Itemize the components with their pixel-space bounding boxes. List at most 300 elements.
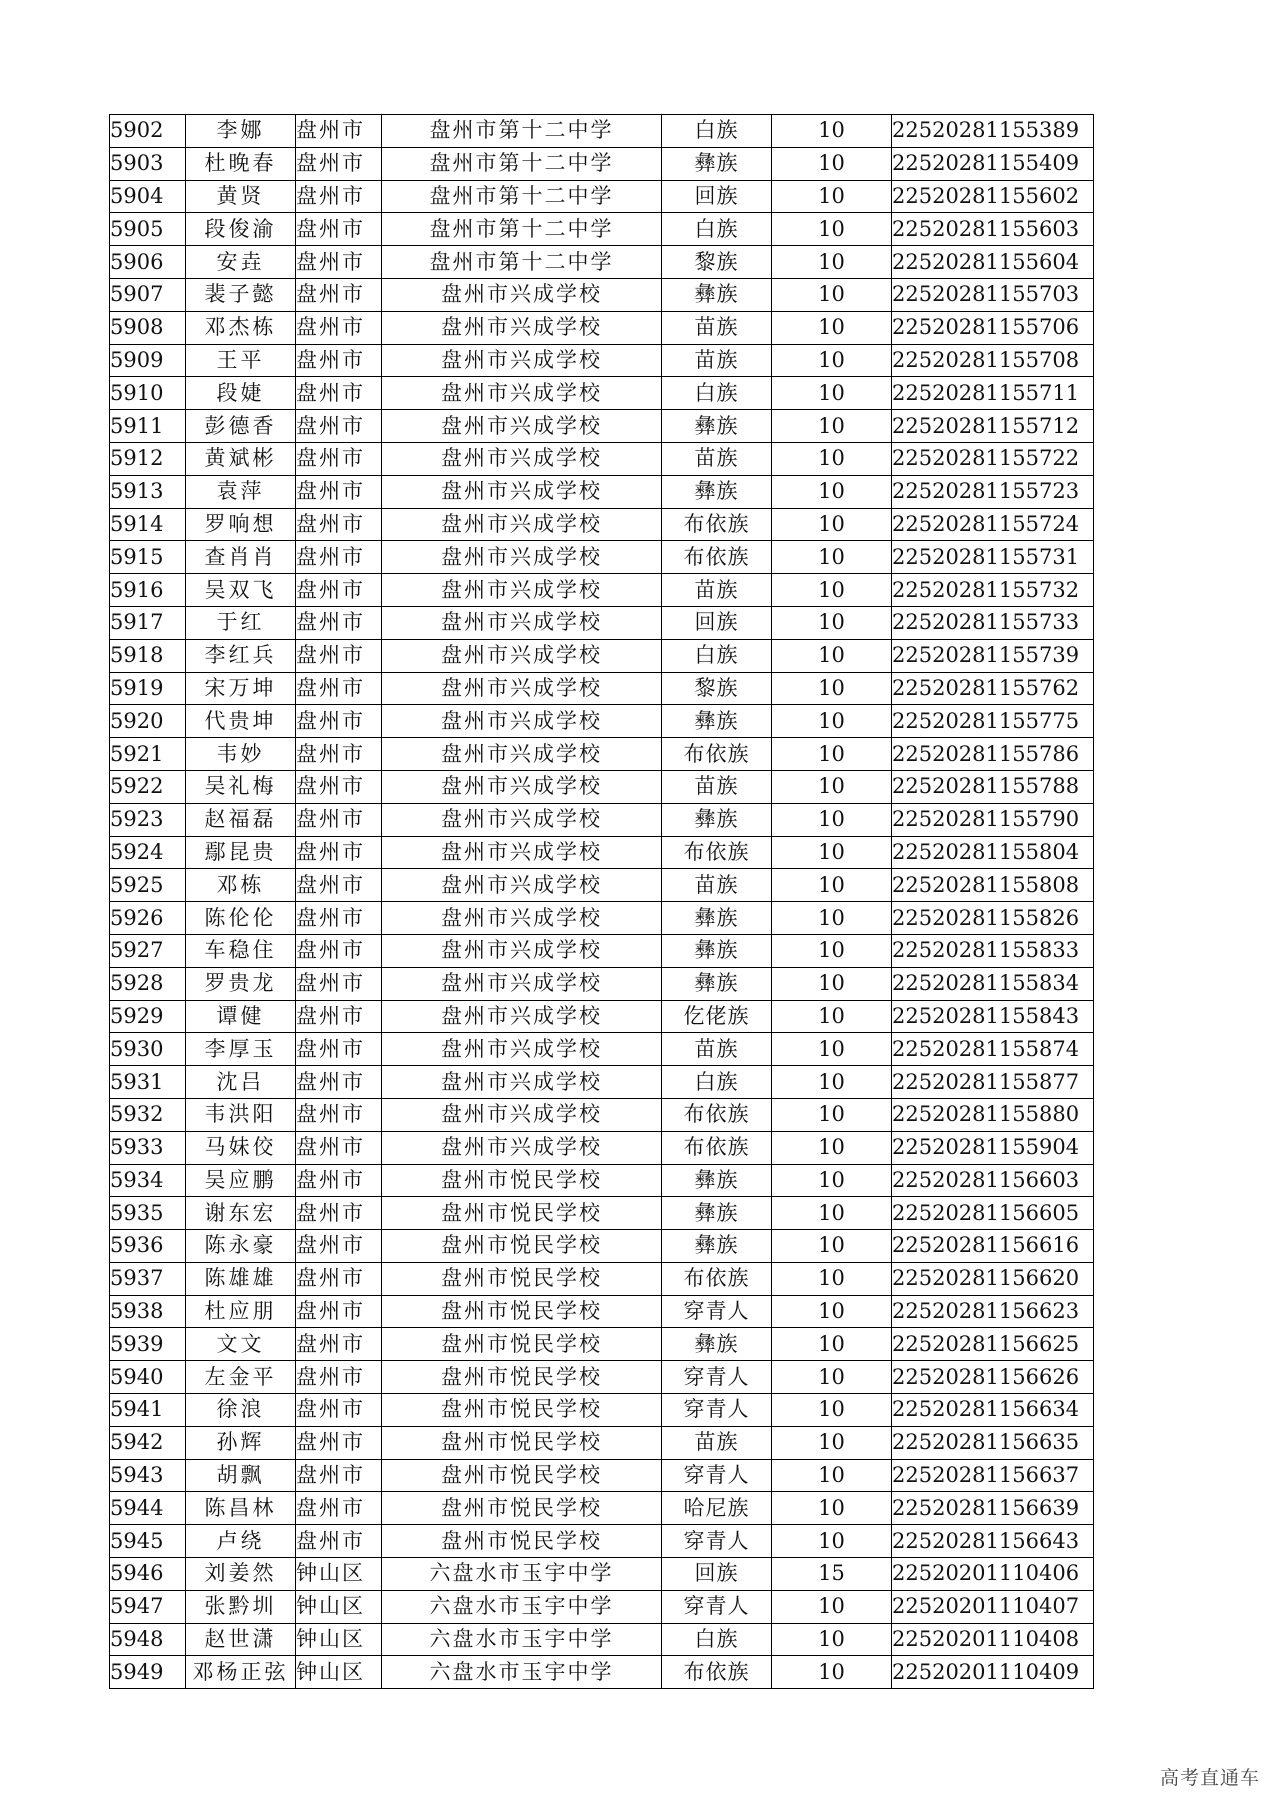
- school-name-cell: 盘州市第十二中学: [382, 115, 662, 148]
- school-name-cell: 盘州市兴成学校: [382, 311, 662, 344]
- ethnicity-cell: 彝族: [662, 410, 772, 443]
- bonus-points-cell: 10: [772, 967, 892, 1000]
- ethnicity-cell: 白族: [662, 115, 772, 148]
- student-name-cell: 陈昌林: [186, 1492, 296, 1525]
- ethnicity-cell: 白族: [662, 1066, 772, 1099]
- exam-id-cell: 22520281155788: [892, 770, 1094, 803]
- student-name-cell: 赵世潇: [186, 1623, 296, 1656]
- ethnicity-cell: 布依族: [662, 541, 772, 574]
- bonus-points-cell: 10: [772, 1656, 892, 1689]
- row-number-cell: 5907: [110, 278, 186, 311]
- table-row: [110, 836, 1094, 869]
- student-name-cell: 沈吕: [186, 1066, 296, 1099]
- table-row: [110, 115, 1094, 148]
- exam-id-cell: 22520281155706: [892, 311, 1094, 344]
- region-cell: 盘州市: [296, 475, 382, 508]
- bonus-points-cell: 10: [772, 1098, 892, 1131]
- ethnicity-cell: 布依族: [662, 836, 772, 869]
- exam-id-cell: 22520281155724: [892, 508, 1094, 541]
- bonus-points-cell: 10: [772, 738, 892, 771]
- table-row: [110, 803, 1094, 836]
- school-name-cell: 六盘水市玉宇中学: [382, 1558, 662, 1591]
- region-cell: 盘州市: [296, 1394, 382, 1427]
- student-name-cell: 车稳住: [186, 934, 296, 967]
- table-row: [110, 1459, 1094, 1492]
- student-roster-table: [109, 114, 1094, 1689]
- region-cell: 盘州市: [296, 508, 382, 541]
- ethnicity-cell: 穿青人: [662, 1590, 772, 1623]
- region-cell: 盘州市: [296, 1328, 382, 1361]
- ethnicity-cell: 回族: [662, 1558, 772, 1591]
- exam-id-cell: 22520281156603: [892, 1164, 1094, 1197]
- school-name-cell: 盘州市悦民学校: [382, 1262, 662, 1295]
- ethnicity-cell: 穿青人: [662, 1361, 772, 1394]
- ethnicity-cell: 仡佬族: [662, 1000, 772, 1033]
- row-number-cell: 5935: [110, 1197, 186, 1230]
- row-number-cell: 5942: [110, 1426, 186, 1459]
- bonus-points-cell: 10: [772, 803, 892, 836]
- row-number-cell: 5925: [110, 869, 186, 902]
- table-row: [110, 278, 1094, 311]
- school-name-cell: 盘州市兴成学校: [382, 574, 662, 607]
- region-cell: 盘州市: [296, 1131, 382, 1164]
- row-number-cell: 5913: [110, 475, 186, 508]
- ethnicity-cell: 苗族: [662, 1426, 772, 1459]
- exam-id-cell: 22520201110409: [892, 1656, 1094, 1689]
- school-name-cell: 盘州市第十二中学: [382, 147, 662, 180]
- watermark-text: 高考直通车: [1159, 1767, 1260, 1789]
- exam-id-cell: 22520281155732: [892, 574, 1094, 607]
- school-name-cell: 盘州市兴成学校: [382, 344, 662, 377]
- school-name-cell: 盘州市兴成学校: [382, 541, 662, 574]
- bonus-points-cell: 10: [772, 1066, 892, 1099]
- student-name-cell: 裴子懿: [186, 278, 296, 311]
- student-name-cell: 李厚玉: [186, 1033, 296, 1066]
- school-name-cell: 盘州市悦民学校: [382, 1394, 662, 1427]
- row-number-cell: 5902: [110, 115, 186, 148]
- row-number-cell: 5919: [110, 672, 186, 705]
- student-name-cell: 卢绕: [186, 1525, 296, 1558]
- school-name-cell: 盘州市第十二中学: [382, 180, 662, 213]
- bonus-points-cell: 10: [772, 705, 892, 738]
- exam-id-cell: 22520281156635: [892, 1426, 1094, 1459]
- student-name-cell: 宋万坤: [186, 672, 296, 705]
- table-row: [110, 377, 1094, 410]
- exam-id-cell: 22520281155603: [892, 213, 1094, 246]
- region-cell: 盘州市: [296, 1426, 382, 1459]
- bonus-points-cell: 10: [772, 1131, 892, 1164]
- bonus-points-cell: 10: [772, 115, 892, 148]
- table-row: [110, 1197, 1094, 1230]
- exam-id-cell: 22520281156620: [892, 1262, 1094, 1295]
- exam-id-cell: 22520281156626: [892, 1361, 1094, 1394]
- exam-id-cell: 22520201110406: [892, 1558, 1094, 1591]
- table-row: [110, 1131, 1094, 1164]
- bonus-points-cell: 10: [772, 1164, 892, 1197]
- bonus-points-cell: 10: [772, 869, 892, 902]
- student-name-cell: 胡飘: [186, 1459, 296, 1492]
- ethnicity-cell: 白族: [662, 213, 772, 246]
- exam-id-cell: 22520281156634: [892, 1394, 1094, 1427]
- table-row: [110, 934, 1094, 967]
- region-cell: 盘州市: [296, 147, 382, 180]
- table-row: [110, 1590, 1094, 1623]
- region-cell: 盘州市: [296, 836, 382, 869]
- exam-id-cell: 22520281155877: [892, 1066, 1094, 1099]
- region-cell: 盘州市: [296, 738, 382, 771]
- student-name-cell: 赵福磊: [186, 803, 296, 836]
- table-row: [110, 311, 1094, 344]
- region-cell: 盘州市: [296, 672, 382, 705]
- bonus-points-cell: 10: [772, 1492, 892, 1525]
- table-row: [110, 1098, 1094, 1131]
- table-row: [110, 508, 1094, 541]
- ethnicity-cell: 回族: [662, 606, 772, 639]
- region-cell: 钟山区: [296, 1656, 382, 1689]
- school-name-cell: 盘州市兴成学校: [382, 967, 662, 1000]
- ethnicity-cell: 布依族: [662, 1656, 772, 1689]
- row-number-cell: 5933: [110, 1131, 186, 1164]
- ethnicity-cell: 苗族: [662, 311, 772, 344]
- ethnicity-cell: 回族: [662, 180, 772, 213]
- row-number-cell: 5930: [110, 1033, 186, 1066]
- school-name-cell: 盘州市悦民学校: [382, 1361, 662, 1394]
- table-row: [110, 1033, 1094, 1066]
- table-row: [110, 738, 1094, 771]
- school-name-cell: 盘州市兴成学校: [382, 1098, 662, 1131]
- student-name-cell: 陈伦伦: [186, 902, 296, 935]
- bonus-points-cell: 10: [772, 508, 892, 541]
- ethnicity-cell: 彝族: [662, 1164, 772, 1197]
- student-name-cell: 袁萍: [186, 475, 296, 508]
- school-name-cell: 盘州市兴成学校: [382, 1066, 662, 1099]
- table-row: [110, 442, 1094, 475]
- exam-id-cell: 22520281155708: [892, 344, 1094, 377]
- region-cell: 盘州市: [296, 377, 382, 410]
- student-name-cell: 邓栋: [186, 869, 296, 902]
- school-name-cell: 盘州市兴成学校: [382, 377, 662, 410]
- table-row: [110, 967, 1094, 1000]
- row-number-cell: 5910: [110, 377, 186, 410]
- student-name-cell: 孙辉: [186, 1426, 296, 1459]
- exam-id-cell: 22520281155904: [892, 1131, 1094, 1164]
- table-row: [110, 606, 1094, 639]
- row-number-cell: 5941: [110, 1394, 186, 1427]
- ethnicity-cell: 穿青人: [662, 1394, 772, 1427]
- ethnicity-cell: 苗族: [662, 770, 772, 803]
- table-row: [110, 574, 1094, 607]
- student-name-cell: 王平: [186, 344, 296, 377]
- exam-id-cell: 22520281155389: [892, 115, 1094, 148]
- region-cell: 盘州市: [296, 115, 382, 148]
- region-cell: 盘州市: [296, 639, 382, 672]
- school-name-cell: 盘州市兴成学校: [382, 475, 662, 508]
- bonus-points-cell: 10: [772, 410, 892, 443]
- table-row: [110, 1361, 1094, 1394]
- bonus-points-cell: 10: [772, 344, 892, 377]
- school-name-cell: 盘州市兴成学校: [382, 803, 662, 836]
- bonus-points-cell: 10: [772, 606, 892, 639]
- student-name-cell: 刘姜然: [186, 1558, 296, 1591]
- student-name-cell: 邓杰栋: [186, 311, 296, 344]
- student-name-cell: 鄢昆贵: [186, 836, 296, 869]
- school-name-cell: 六盘水市玉宇中学: [382, 1590, 662, 1623]
- table-row: [110, 1000, 1094, 1033]
- region-cell: 盘州市: [296, 442, 382, 475]
- exam-id-cell: 22520281155711: [892, 377, 1094, 410]
- student-name-cell: 邓杨正弦: [186, 1656, 296, 1689]
- table-row: [110, 869, 1094, 902]
- student-name-cell: 谢东宏: [186, 1197, 296, 1230]
- ethnicity-cell: 穿青人: [662, 1525, 772, 1558]
- table-row: [110, 475, 1094, 508]
- ethnicity-cell: 布依族: [662, 1098, 772, 1131]
- ethnicity-cell: 彝族: [662, 1328, 772, 1361]
- exam-id-cell: 22520281156616: [892, 1230, 1094, 1263]
- exam-id-cell: 22520281155880: [892, 1098, 1094, 1131]
- bonus-points-cell: 10: [772, 574, 892, 607]
- row-number-cell: 5937: [110, 1262, 186, 1295]
- school-name-cell: 盘州市兴成学校: [382, 705, 662, 738]
- school-name-cell: 盘州市悦民学校: [382, 1525, 662, 1558]
- ethnicity-cell: 黎族: [662, 246, 772, 279]
- exam-id-cell: 22520281155723: [892, 475, 1094, 508]
- school-name-cell: 盘州市悦民学校: [382, 1164, 662, 1197]
- student-name-cell: 吴应鹏: [186, 1164, 296, 1197]
- row-number-cell: 5929: [110, 1000, 186, 1033]
- ethnicity-cell: 布依族: [662, 508, 772, 541]
- region-cell: 盘州市: [296, 770, 382, 803]
- ethnicity-cell: 彝族: [662, 803, 772, 836]
- bonus-points-cell: 10: [772, 311, 892, 344]
- region-cell: 盘州市: [296, 1164, 382, 1197]
- bonus-points-cell: 10: [772, 475, 892, 508]
- row-number-cell: 5928: [110, 967, 186, 1000]
- ethnicity-cell: 彝族: [662, 1230, 772, 1263]
- school-name-cell: 盘州市兴成学校: [382, 606, 662, 639]
- school-name-cell: 盘州市兴成学校: [382, 508, 662, 541]
- school-name-cell: 盘州市兴成学校: [382, 1131, 662, 1164]
- bonus-points-cell: 10: [772, 1197, 892, 1230]
- row-number-cell: 5911: [110, 410, 186, 443]
- ethnicity-cell: 彝族: [662, 278, 772, 311]
- table-row: [110, 770, 1094, 803]
- ethnicity-cell: 黎族: [662, 672, 772, 705]
- region-cell: 盘州市: [296, 1066, 382, 1099]
- student-name-cell: 段婕: [186, 377, 296, 410]
- bonus-points-cell: 10: [772, 902, 892, 935]
- school-name-cell: 六盘水市玉宇中学: [382, 1623, 662, 1656]
- row-number-cell: 5926: [110, 902, 186, 935]
- table-row: [110, 1262, 1094, 1295]
- bonus-points-cell: 10: [772, 1033, 892, 1066]
- region-cell: 盘州市: [296, 967, 382, 1000]
- school-name-cell: 盘州市兴成学校: [382, 639, 662, 672]
- exam-id-cell: 22520281155843: [892, 1000, 1094, 1033]
- bonus-points-cell: 10: [772, 672, 892, 705]
- student-name-cell: 谭健: [186, 1000, 296, 1033]
- row-number-cell: 5949: [110, 1656, 186, 1689]
- row-number-cell: 5939: [110, 1328, 186, 1361]
- row-number-cell: 5934: [110, 1164, 186, 1197]
- ethnicity-cell: 哈尼族: [662, 1492, 772, 1525]
- region-cell: 盘州市: [296, 803, 382, 836]
- bonus-points-cell: 10: [772, 1295, 892, 1328]
- student-name-cell: 吴双飞: [186, 574, 296, 607]
- exam-id-cell: 22520281155808: [892, 869, 1094, 902]
- region-cell: 盘州市: [296, 344, 382, 377]
- student-name-cell: 查肖肖: [186, 541, 296, 574]
- region-cell: 盘州市: [296, 1361, 382, 1394]
- student-name-cell: 徐浪: [186, 1394, 296, 1427]
- bonus-points-cell: 10: [772, 1230, 892, 1263]
- student-name-cell: 罗贵龙: [186, 967, 296, 1000]
- student-name-cell: 李红兵: [186, 639, 296, 672]
- region-cell: 盘州市: [296, 705, 382, 738]
- school-name-cell: 盘州市悦民学校: [382, 1492, 662, 1525]
- row-number-cell: 5936: [110, 1230, 186, 1263]
- bonus-points-cell: 10: [772, 442, 892, 475]
- table-row: [110, 1328, 1094, 1361]
- exam-id-cell: 22520281156623: [892, 1295, 1094, 1328]
- school-name-cell: 盘州市兴成学校: [382, 934, 662, 967]
- school-name-cell: 盘州市兴成学校: [382, 738, 662, 771]
- student-name-cell: 安垚: [186, 246, 296, 279]
- exam-id-cell: 22520281155604: [892, 246, 1094, 279]
- row-number-cell: 5944: [110, 1492, 186, 1525]
- ethnicity-cell: 彝族: [662, 967, 772, 1000]
- exam-id-cell: 22520281155409: [892, 147, 1094, 180]
- region-cell: 盘州市: [296, 213, 382, 246]
- school-name-cell: 盘州市悦民学校: [382, 1459, 662, 1492]
- row-number-cell: 5920: [110, 705, 186, 738]
- row-number-cell: 5918: [110, 639, 186, 672]
- row-number-cell: 5912: [110, 442, 186, 475]
- region-cell: 盘州市: [296, 278, 382, 311]
- table-row: [110, 410, 1094, 443]
- student-name-cell: 段俊渝: [186, 213, 296, 246]
- bonus-points-cell: 10: [772, 1361, 892, 1394]
- student-name-cell: 陈永豪: [186, 1230, 296, 1263]
- school-name-cell: 盘州市兴成学校: [382, 770, 662, 803]
- region-cell: 盘州市: [296, 1197, 382, 1230]
- bonus-points-cell: 10: [772, 1525, 892, 1558]
- bonus-points-cell: 10: [772, 1426, 892, 1459]
- ethnicity-cell: 苗族: [662, 1033, 772, 1066]
- row-number-cell: 5909: [110, 344, 186, 377]
- row-number-cell: 5906: [110, 246, 186, 279]
- student-name-cell: 彭德香: [186, 410, 296, 443]
- exam-id-cell: 22520281155712: [892, 410, 1094, 443]
- school-name-cell: 盘州市兴成学校: [382, 278, 662, 311]
- exam-id-cell: 22520201110407: [892, 1590, 1094, 1623]
- school-name-cell: 盘州市第十二中学: [382, 213, 662, 246]
- region-cell: 盘州市: [296, 1262, 382, 1295]
- exam-id-cell: 22520281156643: [892, 1525, 1094, 1558]
- region-cell: 盘州市: [296, 1459, 382, 1492]
- region-cell: 盘州市: [296, 869, 382, 902]
- student-name-cell: 马妹佼: [186, 1131, 296, 1164]
- exam-id-cell: 22520281155733: [892, 606, 1094, 639]
- bonus-points-cell: 10: [772, 836, 892, 869]
- school-name-cell: 盘州市悦民学校: [382, 1230, 662, 1263]
- ethnicity-cell: 彝族: [662, 934, 772, 967]
- exam-id-cell: 22520281155722: [892, 442, 1094, 475]
- row-number-cell: 5903: [110, 147, 186, 180]
- exam-id-cell: 22520281156639: [892, 1492, 1094, 1525]
- table-row: [110, 541, 1094, 574]
- table-row: [110, 213, 1094, 246]
- school-name-cell: 盘州市兴成学校: [382, 1033, 662, 1066]
- row-number-cell: 5916: [110, 574, 186, 607]
- ethnicity-cell: 苗族: [662, 869, 772, 902]
- table-row: [110, 1492, 1094, 1525]
- bonus-points-cell: 15: [772, 1558, 892, 1591]
- school-name-cell: 盘州市兴成学校: [382, 442, 662, 475]
- student-name-cell: 杜应朋: [186, 1295, 296, 1328]
- bonus-points-cell: 10: [772, 934, 892, 967]
- student-name-cell: 李娜: [186, 115, 296, 148]
- row-number-cell: 5908: [110, 311, 186, 344]
- ethnicity-cell: 布依族: [662, 1262, 772, 1295]
- region-cell: 盘州市: [296, 606, 382, 639]
- school-name-cell: 盘州市兴成学校: [382, 869, 662, 902]
- row-number-cell: 5932: [110, 1098, 186, 1131]
- student-name-cell: 韦妙: [186, 738, 296, 771]
- row-number-cell: 5927: [110, 934, 186, 967]
- school-name-cell: 盘州市悦民学校: [382, 1328, 662, 1361]
- student-name-cell: 韦洪阳: [186, 1098, 296, 1131]
- ethnicity-cell: 穿青人: [662, 1295, 772, 1328]
- exam-id-cell: 22520281156605: [892, 1197, 1094, 1230]
- bonus-points-cell: 10: [772, 213, 892, 246]
- student-name-cell: 杜晚春: [186, 147, 296, 180]
- region-cell: 盘州市: [296, 1525, 382, 1558]
- bonus-points-cell: 10: [772, 770, 892, 803]
- school-name-cell: 盘州市兴成学校: [382, 836, 662, 869]
- ethnicity-cell: 白族: [662, 377, 772, 410]
- ethnicity-cell: 布依族: [662, 1131, 772, 1164]
- region-cell: 盘州市: [296, 246, 382, 279]
- school-name-cell: 盘州市兴成学校: [382, 902, 662, 935]
- bonus-points-cell: 10: [772, 1328, 892, 1361]
- table-row: [110, 147, 1094, 180]
- exam-id-cell: 22520281155790: [892, 803, 1094, 836]
- student-name-cell: 张黔圳: [186, 1590, 296, 1623]
- region-cell: 钟山区: [296, 1558, 382, 1591]
- bonus-points-cell: 10: [772, 377, 892, 410]
- row-number-cell: 5914: [110, 508, 186, 541]
- table-row: [110, 1426, 1094, 1459]
- ethnicity-cell: 布依族: [662, 738, 772, 771]
- bonus-points-cell: 10: [772, 278, 892, 311]
- row-number-cell: 5940: [110, 1361, 186, 1394]
- row-number-cell: 5922: [110, 770, 186, 803]
- bonus-points-cell: 10: [772, 1590, 892, 1623]
- exam-id-cell: 22520281155826: [892, 902, 1094, 935]
- bonus-points-cell: 10: [772, 1623, 892, 1656]
- row-number-cell: 5947: [110, 1590, 186, 1623]
- table-row: [110, 180, 1094, 213]
- bonus-points-cell: 10: [772, 1394, 892, 1427]
- student-name-cell: 代贵坤: [186, 705, 296, 738]
- roster-body: [110, 115, 1094, 1689]
- school-name-cell: 盘州市兴成学校: [382, 410, 662, 443]
- exam-id-cell: 22520281155833: [892, 934, 1094, 967]
- ethnicity-cell: 彝族: [662, 1197, 772, 1230]
- row-number-cell: 5923: [110, 803, 186, 836]
- exam-id-cell: 22520281155874: [892, 1033, 1094, 1066]
